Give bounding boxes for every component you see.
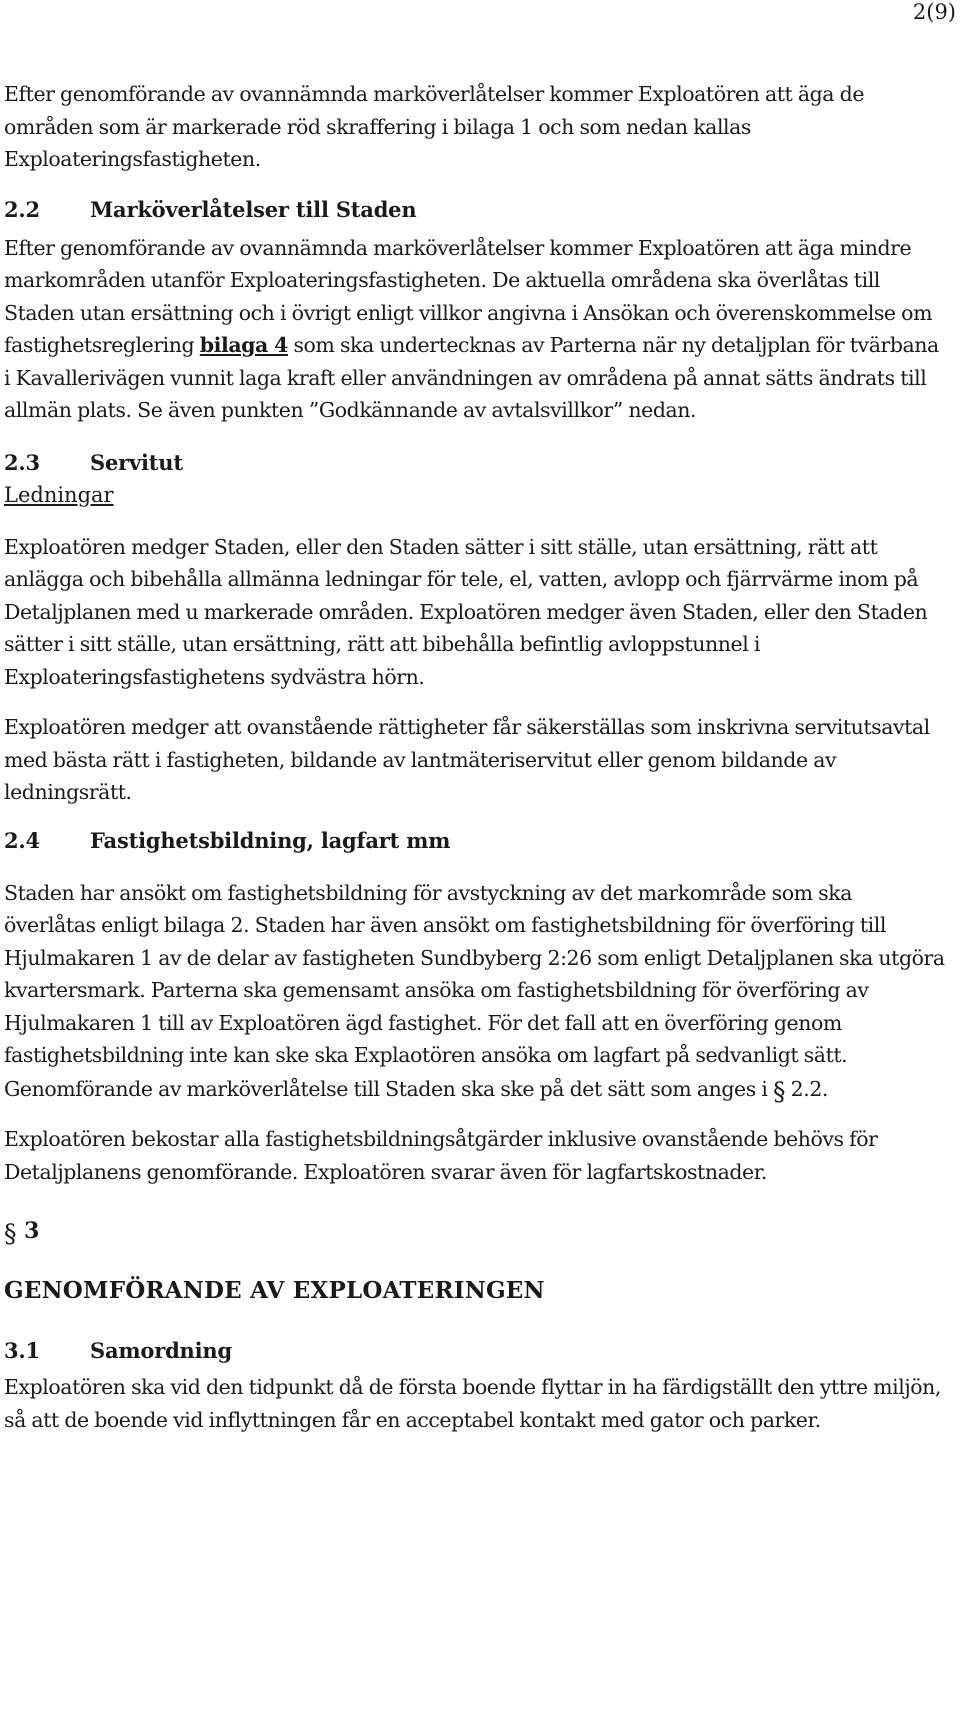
section-2-2-text-end: som ska undertecknas av Parterna när ny detaljplan för tvärbana i Kavallerivägen vunnit laga kraft eller användningen av områdena på annat sätts ändrats till allmän plats. Se även punkten ”Godkännande av avtalsvillkor” nedan. — [4, 333, 939, 422]
section-2-2-text-start: Efter genomförande av ovannämnda marköverlåtelser kommer Exploatören att äga mindre markområden utanför Exploateringsfastigheten. De aktuella områdena ska överlåtas till Staden utan ersättning och i övrigt enligt villkor angivna i Ansökan och överenskommelse om fastighetsreglering — [4, 235, 933, 357]
section-2-4-number: 2.4 — [4, 827, 40, 853]
ledningar-subheading: Ledningar — [4, 482, 114, 507]
section-symbol-icon: § — [773, 1076, 786, 1106]
intro-paragraph: Efter genomförande av ovannämnda marköverlåtelser kommer Exploatören att äga de områden som är markerade röd skraffering i bilaga 1 och som nedan kallas Exploateringsfastigheten. — [4, 82, 864, 171]
section-3-1-title: Samordning — [90, 1338, 232, 1363]
section-3-1-heading — [4, 1335, 948, 1367]
section-2-4-paragraph-1 — [4, 877, 948, 1106]
section-symbol-icon: § — [4, 1219, 17, 1248]
section-3-number: 3 — [24, 1218, 40, 1244]
bilaga-4-reference[interactable]: bilaga 4 — [199, 333, 288, 357]
section-2-2-number: 2.2 — [4, 196, 40, 222]
section-2-4-text-start: Staden har ansökt om fastighetsbildning för avstyckning av det markområde som ska överlåtas enligt bilaga 2. Staden har även ansökt om fastighetsbildning för överföring till Hjulmakaren 1 av de delar av fastigheten Sundbyberg 2:26 som enligt Detaljplanen ska utgöra kvartersmark. Parterna ska gemensamt ansöka om fastighetsbildning för överföring av Hjulmakaren 1 till av Exploatören ägd fastighet. För det fall att en överföring genom fastighetsbildning inte kan ske ska Explaotören ansöka om lagfart på sedvanligt sätt. Genomförande av marköverlåtelse till Staden ska ske på det sätt som anges i — [4, 880, 945, 1101]
section-2-2-heading — [4, 194, 948, 226]
section-2-2-title: Marköverlåtelser till Staden — [90, 196, 417, 222]
section-3-1-number: 3.1 — [4, 1338, 40, 1363]
section-2-3-paragraph-1: Exploatören medger Staden, eller den Staden sätter i sitt ställe, utan ersättning, rätt att anlägga och bibehålla allmänna ledningar för tele, el, vatten, avlopp och fjärrvärme inom på Detaljplanen med u markerade områden. Exploatören medger även Staden, eller den Staden sätter i sitt ställe, utan ersättning, rätt att bibehålla befintlig avloppstunnel i Exploateringsfastighetens sydvästra hörn. — [4, 534, 928, 689]
section-2-4-heading — [4, 825, 948, 857]
section-2-2-paragraph — [4, 232, 948, 427]
section-2-4-text-end: 2.2. — [785, 1076, 828, 1101]
section-2-4-paragraph-2: Exploatören bekostar alla fastighetsbildningsåtgärder inklusive ovanstående behövs för Detaljplanens genomförande. Exploatören svarar även för lagfartskostnader. — [4, 1127, 878, 1184]
section-3-marker — [4, 1214, 948, 1247]
document-body — [4, 78, 948, 1456]
section-3-1-paragraph: Exploatören ska vid den tidpunkt då de första boende flyttar in ha färdigställt den yttre miljön, så att de boende vid inflyttningen får en acceptabel kontakt med gator och parker. — [4, 1375, 941, 1432]
page-number: 2(9) — [912, 0, 956, 24]
section-3-title: GENOMFÖRANDE AV EXPLOATERINGEN — [4, 1277, 545, 1304]
section-2-3-title: Servitut — [90, 449, 183, 475]
section-2-3-heading — [4, 447, 948, 479]
section-2-3-number: 2.3 — [4, 449, 40, 475]
section-2-3-paragraph-2: Exploatören medger att ovanstående rättigheter får säkerställas som inskrivna servitutsavtal med bästa rätt i fastigheten, bildande av lantmäteriservitut eller genom bildande av ledningsrätt. — [4, 715, 930, 804]
section-2-4-title: Fastighetsbildning, lagfart mm — [90, 827, 451, 853]
